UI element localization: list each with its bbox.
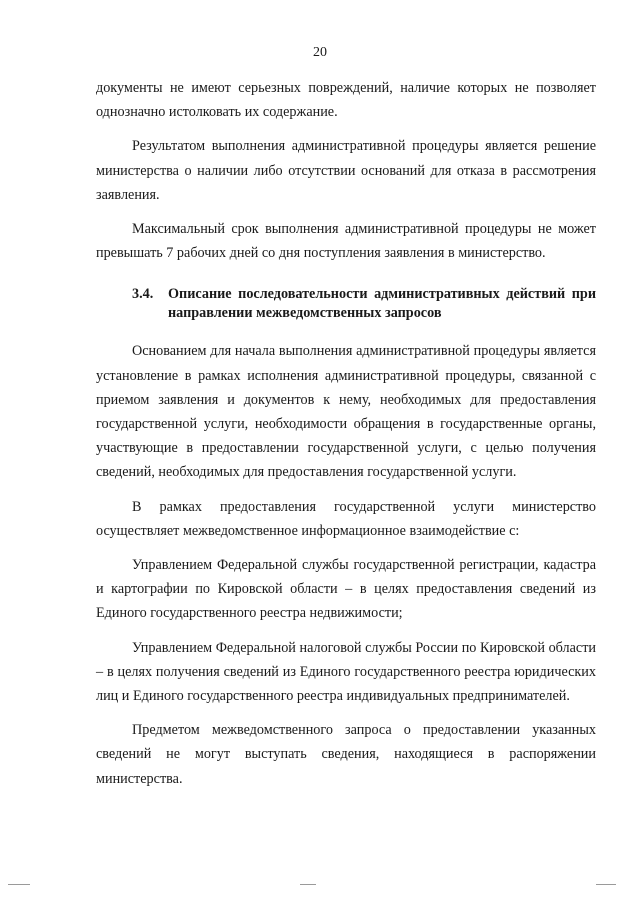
paragraph: Максимальный срок выполнения административной процедуры не может превышать 7 рабочих дней со дня поступления заявления в министерство. [96,221,596,262]
document-body [96,76,596,801]
section-heading [96,285,596,323]
paragraph: Управлением Федеральной налоговой службы России по Кировской области – в целях получения сведений из Единого государственного реестра юридических лиц и Единого государственного реестра индивидуальных предпринимателей. [96,639,596,705]
paragraph: документы не имеют серьезных повреждений, наличие которых не позволяет однозначно истолковать их содержание. [96,80,596,121]
page-number: 20 [313,45,327,60]
scan-artifact [300,884,316,885]
paragraph: Предметом межведомственного запроса о предоставлении указанных сведений не могут выступать сведения, находящиеся в распоряжении министерства. [96,722,596,787]
scan-artifact [596,884,616,885]
scan-artifact [8,884,30,885]
paragraph: В рамках предоставления государственной услуги министерство осуществляет межведомственное информационное взаимодействие с: [96,498,596,539]
section-title: Описание последовательности административных действий при направлении межведомственных запросов [168,286,596,322]
section-number: 3.4. [132,286,154,303]
paragraph: Управлением Федеральной службы государственной регистрации, кадастра и картографии по Кировской области – в целях предоставления сведений из Единого государственного реестра недвижимости; [96,557,596,622]
paragraph: Результатом выполнения административной процедуры является решение министерства о наличии либо отсутствии оснований для отказа в рассмотрения заявления. [96,138,596,203]
paragraph: Основанием для начала выполнения административной процедуры является установление в рамках исполнения административной процедуры, связанной с приемом заявления и документов к нему, необходимых для предоставления государственной услуги, необходимости обращения в государственные органы, участвующие в предоставлении государственной услуги, с целью получения сведений, необходимых для предоставления государственной услуги. [96,343,596,481]
